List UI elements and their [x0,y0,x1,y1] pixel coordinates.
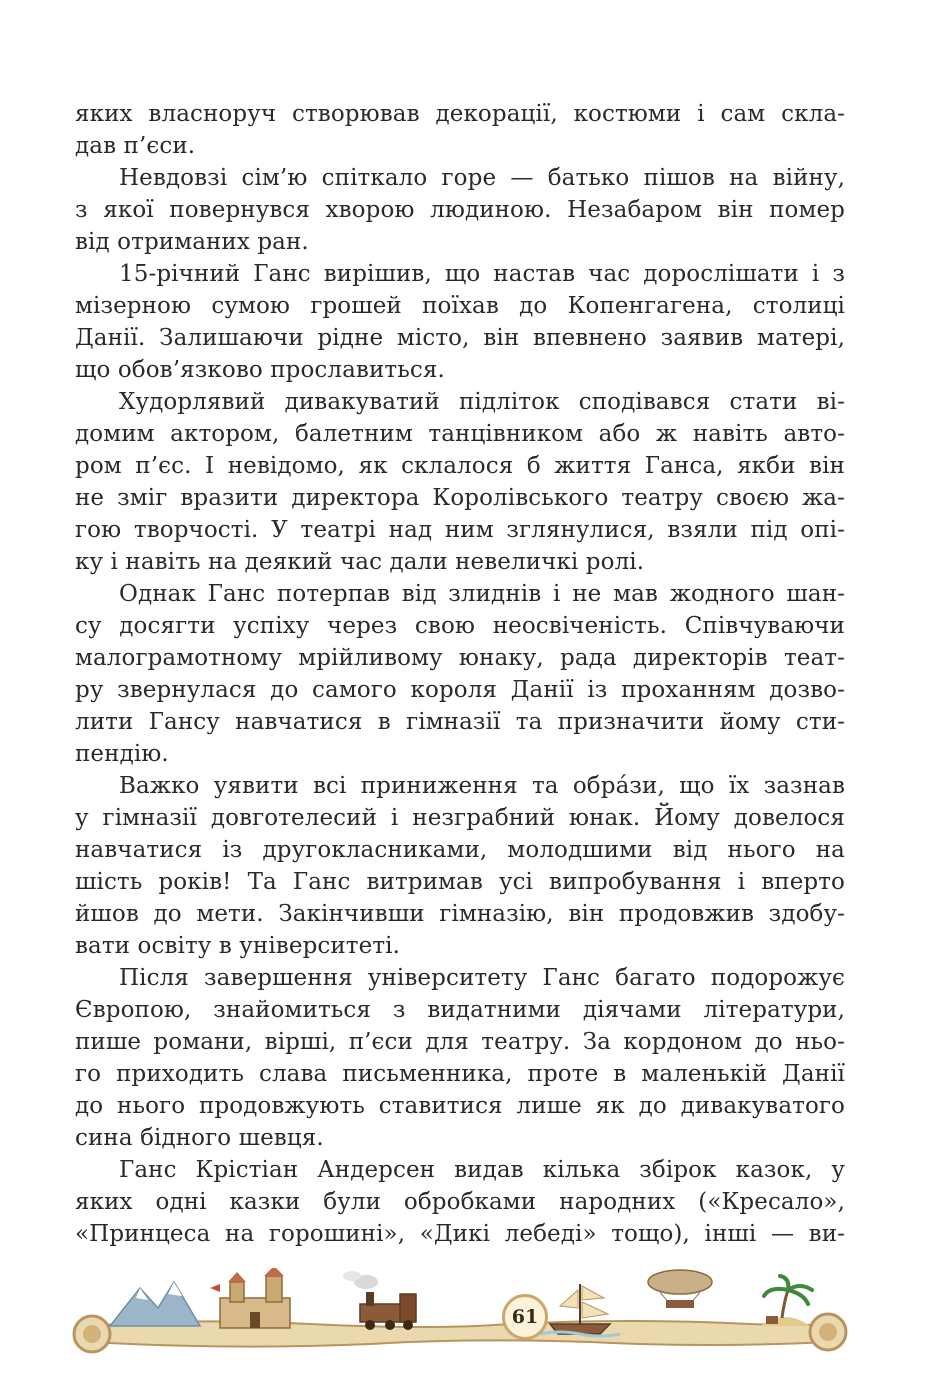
paragraph [75,386,845,578]
text-line: ром п’єс. І невідомо, як склалося б життя Ганса, якби він [75,453,845,479]
text-line: ку і навіть на деякий час дали невеличкі ролі. [75,549,645,575]
text-line: що обов’язково прославиться. [75,357,445,383]
castle-icon [210,1268,290,1328]
text-line: до нього продовжують ставитися лише як до дивакуватого [75,1093,845,1119]
text-line: Данії. Залишаючи рідне місто, він впевнено заявив матері, [75,325,845,351]
text-line: у гімназії довготелесий і незграбний юнак. Йому довелося [75,805,845,831]
text-line: пендію. [75,741,169,767]
paragraph [75,162,845,258]
mountains-icon [110,1282,200,1326]
text-line: Невдовзі сім’ю спіткало горе — батько пішов на війну, [119,165,845,191]
page-number: 61 [502,1294,548,1340]
text-line: дав п’єси. [75,133,196,159]
text-line: від отриманих ран. [75,229,309,255]
text-line: малограмотному мрійливому юнаку, рада директорів теат- [75,645,845,671]
text-line: Після завершення університету Ганс багато подорожує [119,965,845,991]
paragraph [75,770,845,962]
text-line: «Принцеса на горошині», «Дикі лебеді» тощо), інші — ви- [75,1221,845,1247]
text-line: не зміг вразити директора Королівського театру своєю жа- [75,485,845,511]
paragraph [75,258,845,386]
text-line: яких власноруч створював декорації, костюми і сам скла- [75,101,845,127]
island-icon [760,1276,812,1326]
footer-decoration [70,1268,850,1358]
body-text [75,98,845,1250]
text-line: лити Гансу навчатися в гімназії та призначити йому сти- [75,709,845,735]
text-line: ру звернулася до самого короля Данії із проханням дозво- [75,677,845,703]
text-line: навчатися із другокласниками, молодшими від нього на [75,837,845,863]
text-line: су досягти успіху через свою неосвіченість. Співчуваючи [75,613,845,639]
text-line: Однак Ганс потерпав від злиднів і не мав жодного шан- [119,581,845,607]
paragraph [75,1154,845,1250]
text-line: вати освіту в університеті. [75,933,401,959]
airship-icon [648,1270,712,1308]
train-icon [343,1271,416,1330]
text-line: пише романи, вірші, п’єси для театру. За кордоном до ньо- [75,1029,845,1055]
text-line: сина бідного шевця. [75,1125,324,1151]
text-line: йшов до мети. Закінчивши гімназію, він продовжив здобу- [75,901,845,927]
text-line: го приходить слава письменника, проте в маленькій Данії [75,1061,845,1087]
text-line: шість років! Та Ганс витримав усі випробування і вперто [75,869,845,895]
text-line: 15-річний Ганс вирішив, що настав час дорослішати і з [119,261,845,287]
text-line: Ганс Крістіан Андерсен видав кілька збірок казок, у [119,1157,845,1183]
scroll-end-left-icon [74,1316,110,1352]
text-line: Важко уявити всі приниження та обра́зи, що їх зазнав [119,773,845,799]
text-line: домим актором, балетним танцівником або ж навіть авто- [75,421,845,447]
page-footer [70,1268,850,1358]
text-line: з якої повернувся хворою людиною. Незабаром він помер [75,197,845,223]
paragraph [75,98,845,162]
text-line: мізерною сумою грошей поїхав до Копенгагена, столиці [75,293,845,319]
text-line: Європою, знайомиться з видатними діячами літератури, [75,997,845,1023]
text-line: яких одні казки були обробками народних («Кресало», [75,1189,845,1215]
paragraph [75,962,845,1154]
text-line: Худорлявий дивакуватий підліток сподівався стати ві- [119,389,845,415]
paragraph [75,578,845,770]
scroll-end-right-icon [810,1314,846,1350]
text-line: гою творчості. У театрі над ним зглянулися, взяли під опі- [75,517,845,543]
